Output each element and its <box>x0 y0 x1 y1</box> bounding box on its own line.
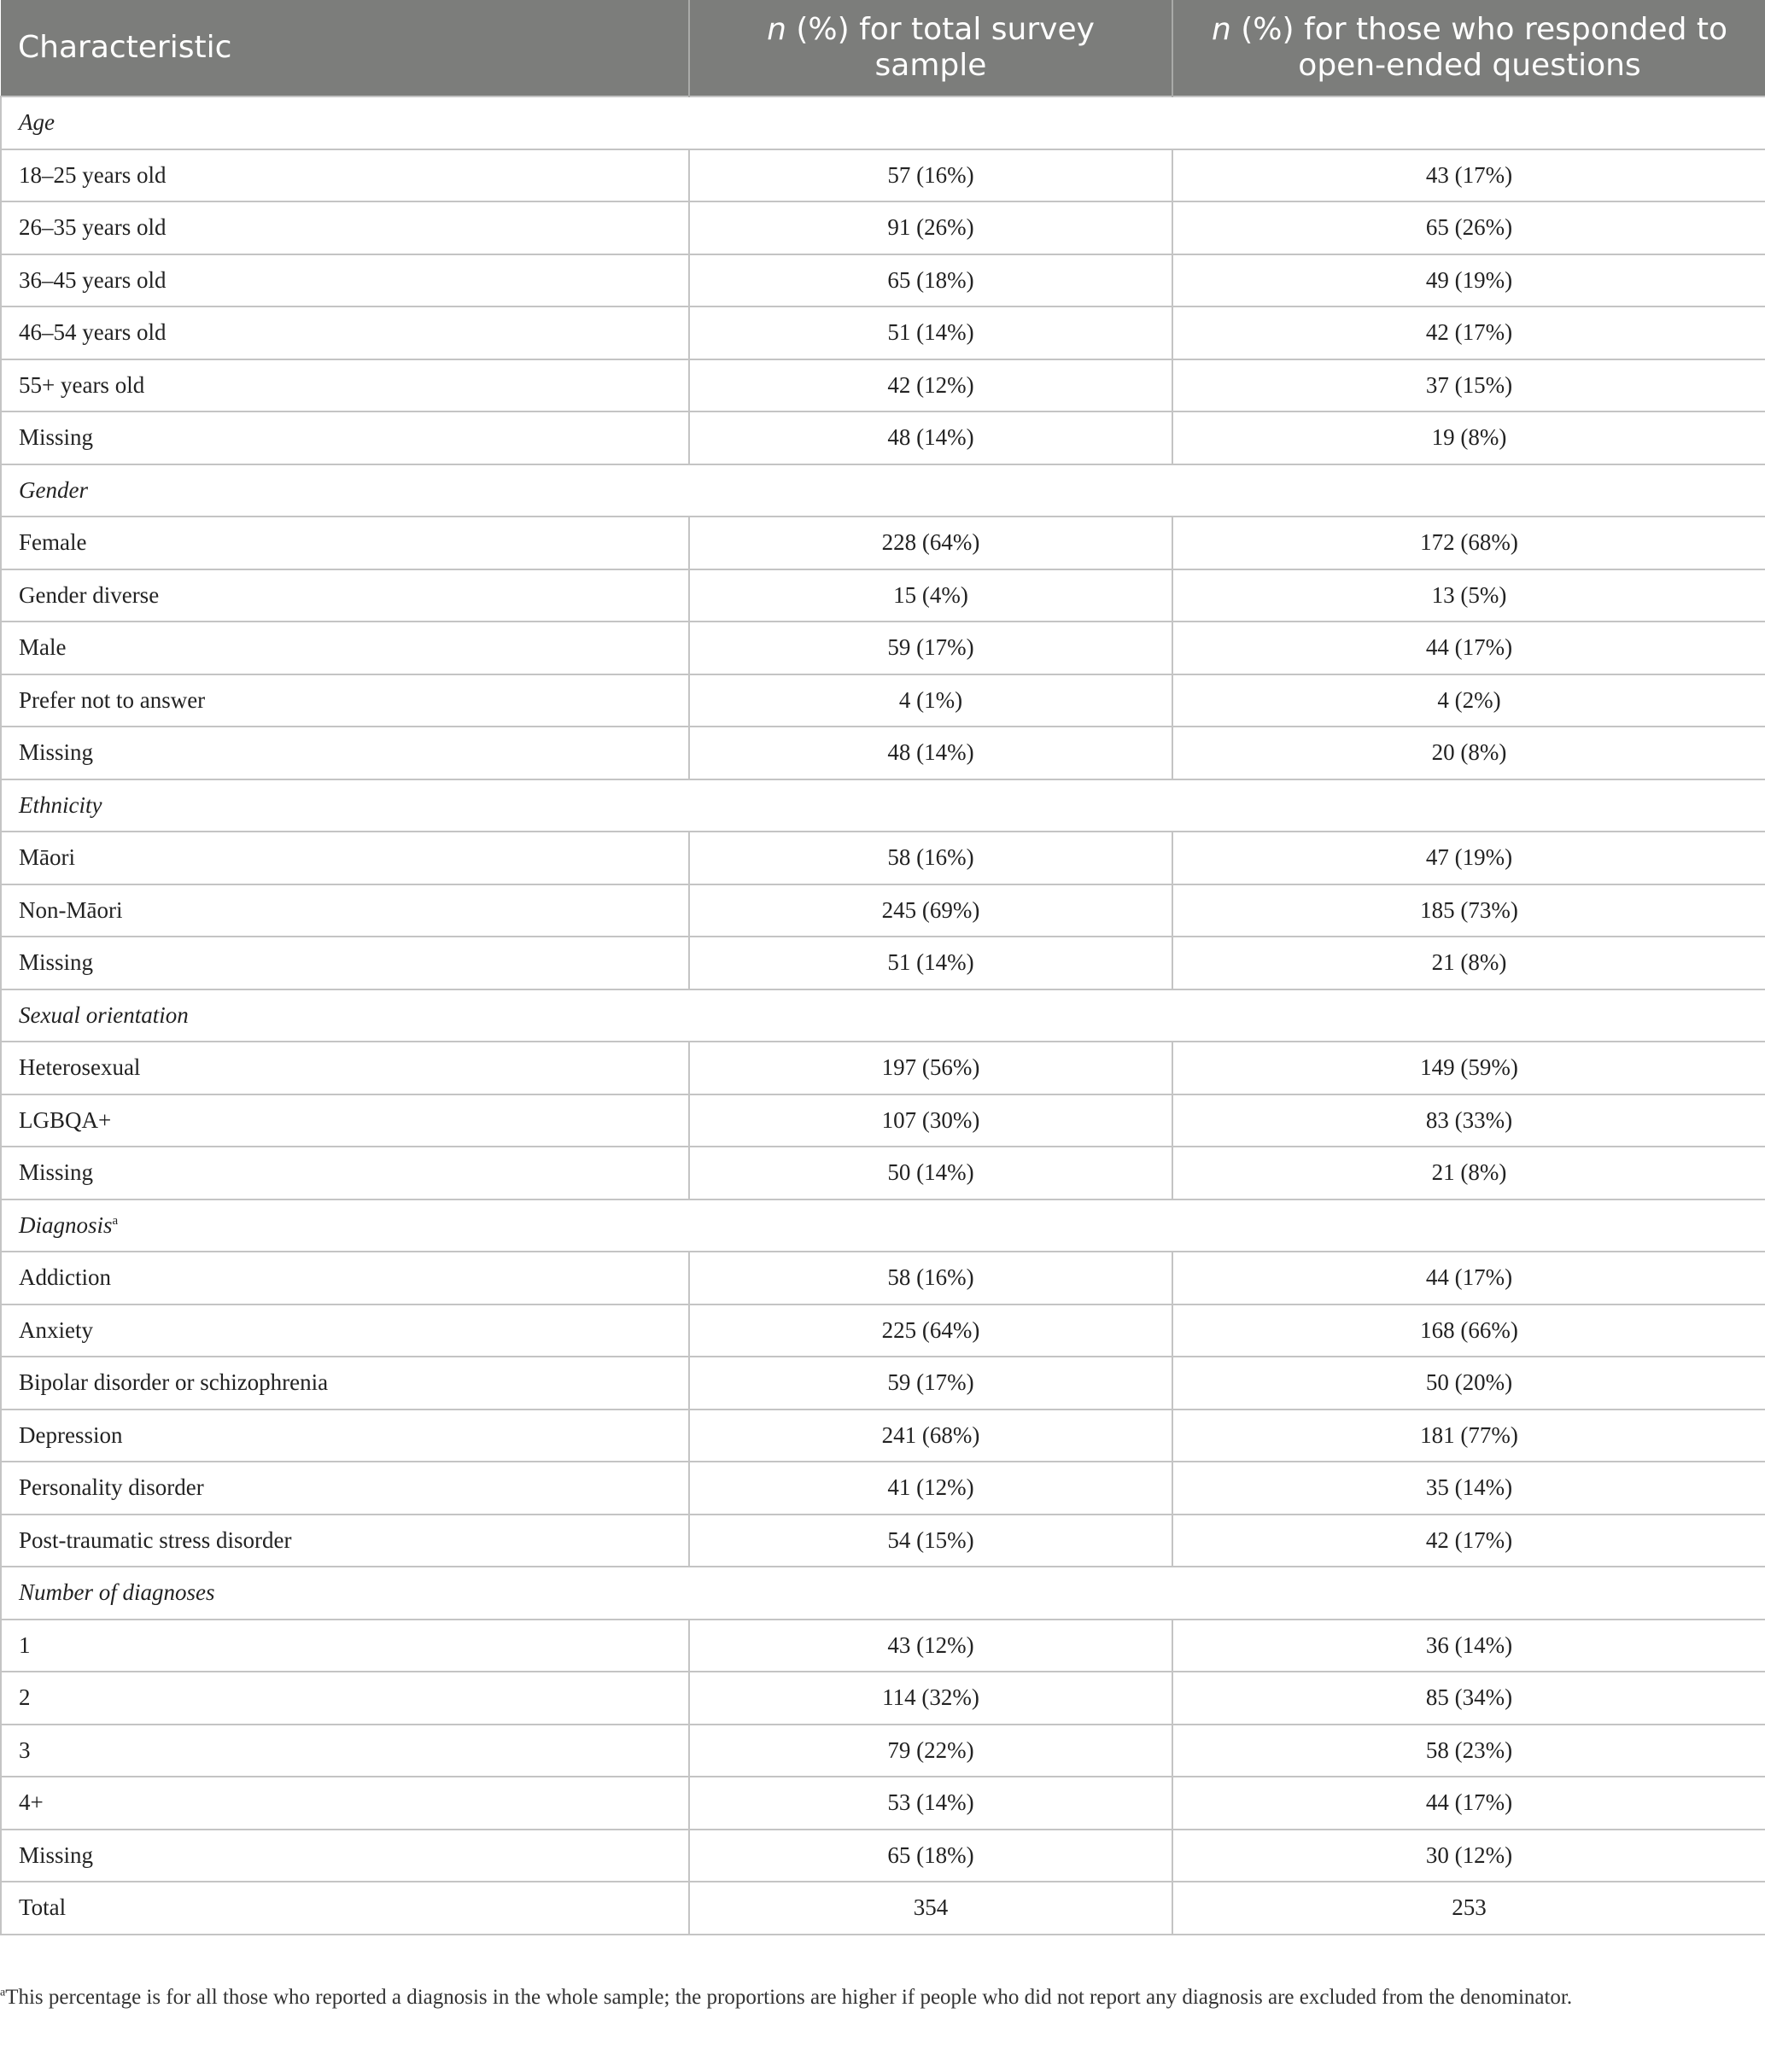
open-ended-cell: 47 (19%) <box>1172 832 1765 884</box>
total-sample-cell: 58 (16%) <box>689 1252 1172 1304</box>
row-label-cell: Depression <box>1 1410 689 1462</box>
table-header <box>1 0 1765 96</box>
open-ended-cell: 168 (66%) <box>1172 1304 1765 1357</box>
total-sample-cell: 53 (14%) <box>689 1777 1172 1830</box>
table-body <box>1 96 1765 1935</box>
open-ended-cell: 49 (19%) <box>1172 254 1765 307</box>
table-row <box>1 517 1765 569</box>
total-sample-cell: 354 <box>689 1882 1172 1935</box>
open-ended-cell: 149 (59%) <box>1172 1042 1765 1094</box>
section-heading-label: Age <box>19 109 55 136</box>
open-ended-cell: 65 (26%) <box>1172 201 1765 254</box>
table-row <box>1 411 1765 464</box>
open-ended-cell: 44 (17%) <box>1172 1777 1765 1830</box>
header-characteristic-label: Characteristic <box>18 30 232 65</box>
open-ended-cell: 42 (17%) <box>1172 1515 1765 1567</box>
table-row <box>1 306 1765 359</box>
table-row <box>1 254 1765 307</box>
total-sample-cell: 42 (12%) <box>689 359 1172 412</box>
total-sample-cell: 225 (64%) <box>689 1304 1172 1357</box>
row-label-cell: Male <box>1 622 689 674</box>
table-row <box>1 1410 1765 1462</box>
section-row <box>1 779 1765 832</box>
row-label-cell: 3 <box>1 1725 689 1777</box>
footnote-text: This percentage is for all those who reported a diagnosis in the whole sample; the proportions are higher if people who did not report any diagnosis are excluded from the denominator. <box>5 1986 1573 2009</box>
total-sample-cell: 48 (14%) <box>689 727 1172 779</box>
table-row <box>1 937 1765 989</box>
header-open-label: (%) for those who responded to open-ended questions <box>1230 12 1728 83</box>
table-row <box>1 727 1765 779</box>
total-sample-cell: 43 (12%) <box>689 1620 1172 1672</box>
section-heading <box>1 1567 1765 1620</box>
open-ended-cell: 44 (17%) <box>1172 1252 1765 1304</box>
row-label-cell: 55+ years old <box>1 359 689 412</box>
open-ended-cell: 85 (34%) <box>1172 1672 1765 1725</box>
footnote-marker: a <box>0 1986 6 1999</box>
total-sample-cell: 59 (17%) <box>689 622 1172 674</box>
row-label-cell: Addiction <box>1 1252 689 1304</box>
section-row <box>1 989 1765 1042</box>
table-row <box>1 832 1765 884</box>
open-ended-cell: 19 (8%) <box>1172 411 1765 464</box>
row-label-cell: Bipolar disorder or schizophrenia <box>1 1357 689 1410</box>
section-heading <box>1 464 1765 517</box>
open-ended-cell: 30 (12%) <box>1172 1830 1765 1882</box>
total-sample-cell: 114 (32%) <box>689 1672 1172 1725</box>
row-label-cell: Heterosexual <box>1 1042 689 1094</box>
table-row <box>1 1515 1765 1567</box>
total-sample-cell: 65 (18%) <box>689 1830 1172 1882</box>
row-label-cell: Total <box>1 1882 689 1935</box>
open-ended-cell: 36 (14%) <box>1172 1620 1765 1672</box>
table-row <box>1 1042 1765 1094</box>
open-ended-cell: 50 (20%) <box>1172 1357 1765 1410</box>
open-ended-cell: 37 (15%) <box>1172 359 1765 412</box>
row-label-cell: Gender diverse <box>1 569 689 622</box>
row-label-cell: 2 <box>1 1672 689 1725</box>
total-sample-cell: 228 (64%) <box>689 517 1172 569</box>
row-label-cell: 46–54 years old <box>1 306 689 359</box>
table-row <box>1 359 1765 412</box>
table-footnote <box>0 1986 1765 2010</box>
open-ended-cell: 253 <box>1172 1882 1765 1935</box>
table-row <box>1 149 1765 202</box>
table-row <box>1 569 1765 622</box>
total-sample-cell: 48 (14%) <box>689 411 1172 464</box>
section-heading-label: Number of diagnoses <box>19 1579 215 1606</box>
section-heading-label: Ethnicity <box>19 791 102 818</box>
table-row <box>1 1725 1765 1777</box>
total-sample-cell: 4 (1%) <box>689 674 1172 727</box>
open-ended-cell: 21 (8%) <box>1172 1147 1765 1199</box>
row-label-cell: 18–25 years old <box>1 149 689 202</box>
section-row <box>1 1199 1765 1252</box>
total-sample-cell: 15 (4%) <box>689 569 1172 622</box>
row-label-cell: 26–35 years old <box>1 201 689 254</box>
header-row <box>1 0 1765 96</box>
total-sample-cell: 59 (17%) <box>689 1357 1172 1410</box>
row-label-cell: 36–45 years old <box>1 254 689 307</box>
section-heading-footnote-marker: a <box>112 1213 119 1228</box>
row-label-cell: LGBQA+ <box>1 1094 689 1147</box>
open-ended-cell: 4 (2%) <box>1172 674 1765 727</box>
table-row <box>1 1094 1765 1147</box>
table-row <box>1 1882 1765 1935</box>
row-label-cell: Post-traumatic stress disorder <box>1 1515 689 1567</box>
open-ended-cell: 20 (8%) <box>1172 727 1765 779</box>
header-characteristic <box>1 0 689 96</box>
header-total-sample <box>689 0 1172 96</box>
total-sample-cell: 51 (14%) <box>689 937 1172 989</box>
total-sample-cell: 91 (26%) <box>689 201 1172 254</box>
row-label-cell: Personality disorder <box>1 1462 689 1515</box>
row-label-cell: Missing <box>1 411 689 464</box>
row-label-cell: Missing <box>1 727 689 779</box>
open-ended-cell: 43 (17%) <box>1172 149 1765 202</box>
total-sample-cell: 197 (56%) <box>689 1042 1172 1094</box>
header-open-n: n <box>1211 12 1231 47</box>
row-label-cell: 4+ <box>1 1777 689 1830</box>
open-ended-cell: 42 (17%) <box>1172 306 1765 359</box>
total-sample-cell: 65 (18%) <box>689 254 1172 307</box>
open-ended-cell: 172 (68%) <box>1172 517 1765 569</box>
table-row <box>1 674 1765 727</box>
total-sample-cell: 241 (68%) <box>689 1410 1172 1462</box>
table-row <box>1 201 1765 254</box>
section-heading <box>1 779 1765 832</box>
total-sample-cell: 57 (16%) <box>689 149 1172 202</box>
row-label-cell: Female <box>1 517 689 569</box>
section-heading-label: Sexual orientation <box>19 1001 189 1028</box>
section-row <box>1 464 1765 517</box>
section-row <box>1 1567 1765 1620</box>
table-row <box>1 1252 1765 1304</box>
open-ended-cell: 58 (23%) <box>1172 1725 1765 1777</box>
row-label-cell: Missing <box>1 1147 689 1199</box>
table-row <box>1 1304 1765 1357</box>
header-total-label: (%) for total survey sample <box>786 12 1095 83</box>
section-heading <box>1 1199 1765 1252</box>
section-row <box>1 96 1765 149</box>
open-ended-cell: 21 (8%) <box>1172 937 1765 989</box>
open-ended-cell: 13 (5%) <box>1172 569 1765 622</box>
header-open-ended <box>1172 0 1765 96</box>
total-sample-cell: 41 (12%) <box>689 1462 1172 1515</box>
section-heading <box>1 96 1765 149</box>
total-sample-cell: 79 (22%) <box>689 1725 1172 1777</box>
section-heading-label: Gender <box>19 476 88 503</box>
open-ended-cell: 44 (17%) <box>1172 622 1765 674</box>
table-row <box>1 1147 1765 1199</box>
open-ended-cell: 35 (14%) <box>1172 1462 1765 1515</box>
row-label-cell: Non-Māori <box>1 884 689 937</box>
total-sample-cell: 58 (16%) <box>689 832 1172 884</box>
total-sample-cell: 54 (15%) <box>689 1515 1172 1567</box>
table-row <box>1 1357 1765 1410</box>
row-label-cell: Prefer not to answer <box>1 674 689 727</box>
total-sample-cell: 51 (14%) <box>689 306 1172 359</box>
total-sample-cell: 50 (14%) <box>689 1147 1172 1199</box>
table-row <box>1 1830 1765 1882</box>
row-label-cell: 1 <box>1 1620 689 1672</box>
row-label-cell: Missing <box>1 937 689 989</box>
section-heading-label: Diagnosis <box>19 1211 113 1238</box>
open-ended-cell: 185 (73%) <box>1172 884 1765 937</box>
row-label-cell: Anxiety <box>1 1304 689 1357</box>
table-row <box>1 1672 1765 1725</box>
table-row <box>1 884 1765 937</box>
table-row <box>1 1777 1765 1830</box>
header-total-n: n <box>767 12 786 47</box>
section-heading <box>1 989 1765 1042</box>
table-row <box>1 1620 1765 1672</box>
total-sample-cell: 245 (69%) <box>689 884 1172 937</box>
row-label-cell: Missing <box>1 1830 689 1882</box>
table-row <box>1 1462 1765 1515</box>
table-row <box>1 622 1765 674</box>
total-sample-cell: 107 (30%) <box>689 1094 1172 1147</box>
open-ended-cell: 181 (77%) <box>1172 1410 1765 1462</box>
row-label-cell: Māori <box>1 832 689 884</box>
open-ended-cell: 83 (33%) <box>1172 1094 1765 1147</box>
